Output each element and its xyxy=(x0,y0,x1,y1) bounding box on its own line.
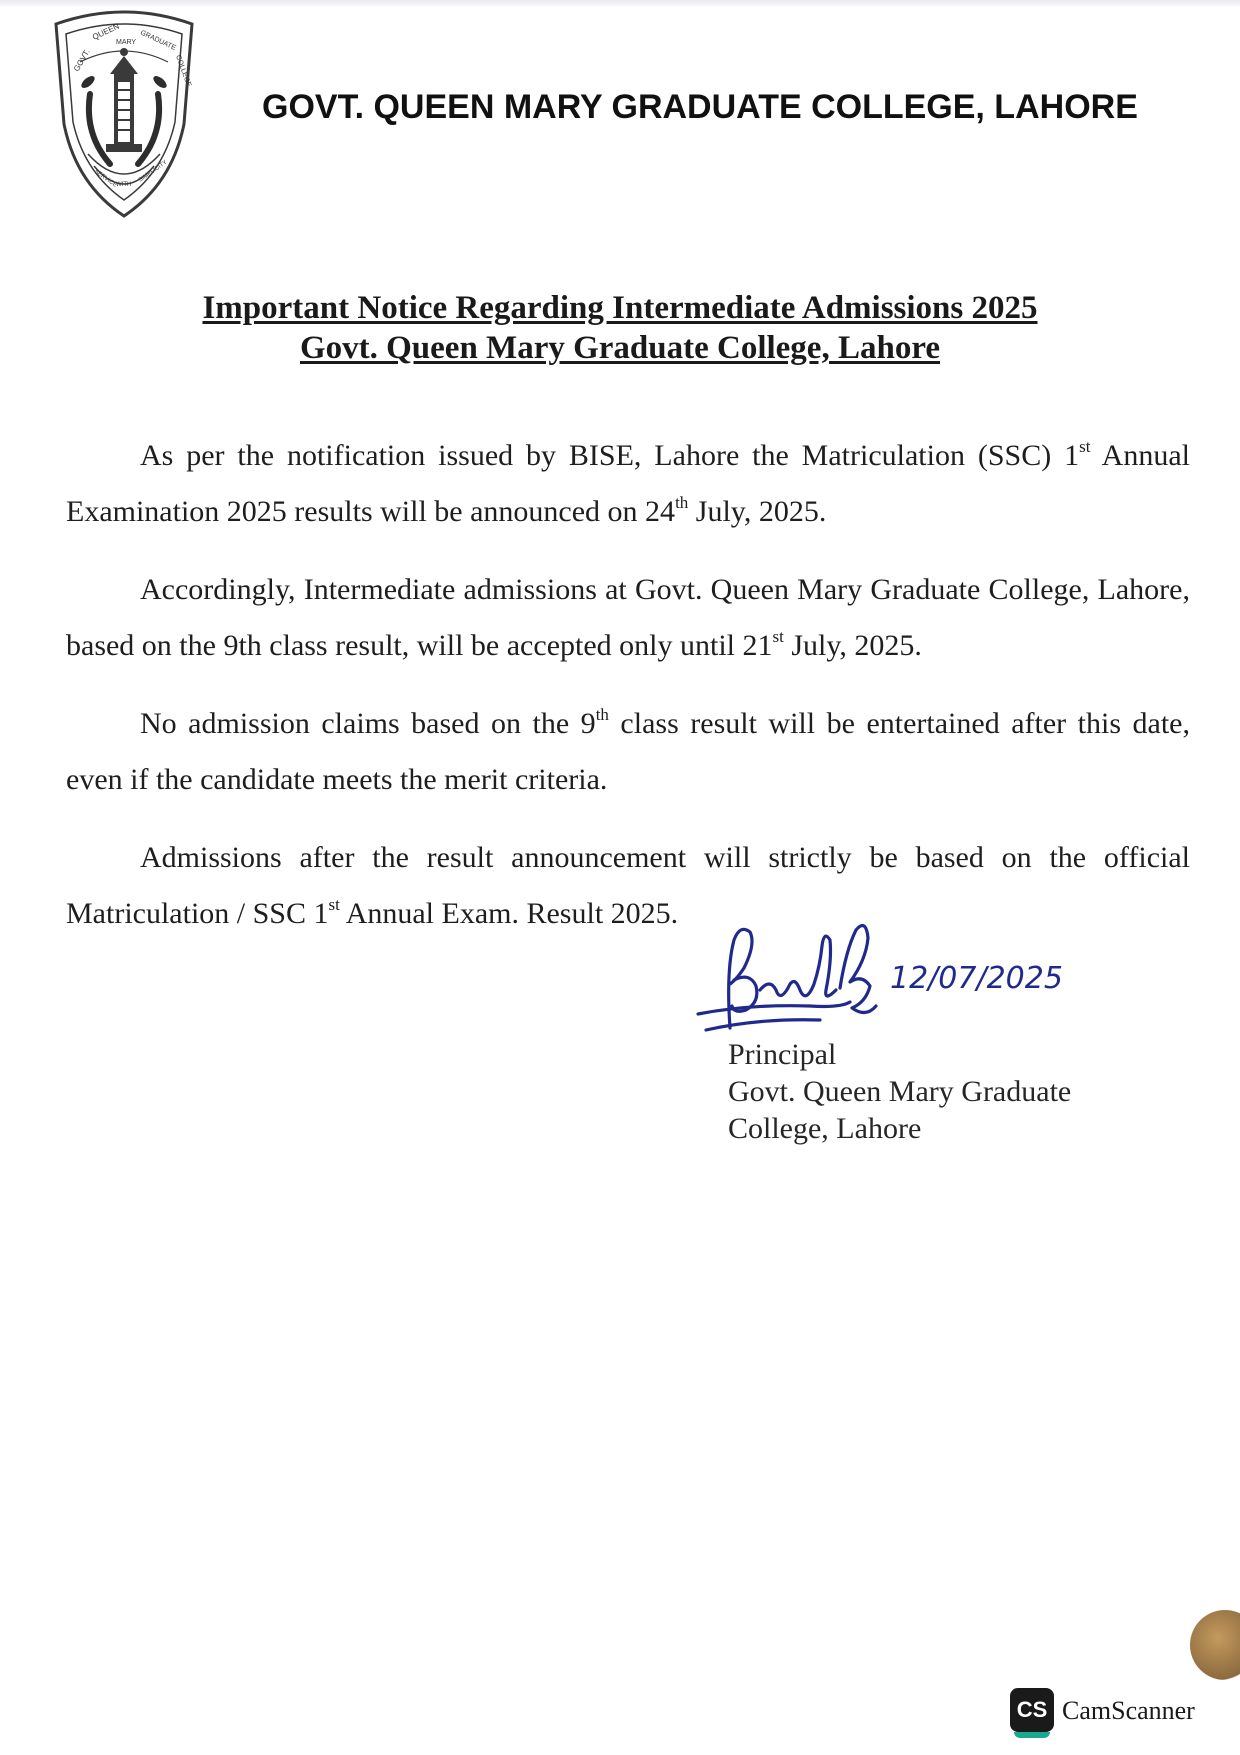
signature-date: 12/07/2025 xyxy=(890,961,1063,996)
paragraph-no-claims xyxy=(66,696,1190,808)
camscanner-label: CamScanner xyxy=(1062,1696,1195,1725)
svg-text:GRADUATE: GRADUATE xyxy=(139,29,177,53)
paragraph-text: Accordingly, Intermediate admissions at Govt. Queen Mary Graduate College, Lahore, based on the 9th class result, will be accepted only until 21 xyxy=(66,573,1190,662)
camscanner-icon: CS xyxy=(1010,1688,1054,1732)
signatory-title: Principal xyxy=(728,1038,837,1071)
camscanner-watermark xyxy=(1010,1688,1220,1740)
ordinal-suffix: st xyxy=(328,895,340,914)
paragraph-text: As per the notification issued by BISE, Lahore the Matriculation (SSC) 1 xyxy=(140,439,1080,472)
college-crest-icon xyxy=(44,4,204,224)
paragraph-text: Annual Exam. Result 2025. xyxy=(339,897,679,930)
svg-text:WITH: WITH xyxy=(116,182,132,188)
signatory-block xyxy=(728,1036,1188,1147)
notice-title-line1: Important Notice Regarding Intermediate Admissions 2025 xyxy=(202,290,1038,326)
ordinal-suffix: th xyxy=(595,705,609,724)
principal-signature xyxy=(690,910,1100,1040)
ordinal-suffix: st xyxy=(772,627,784,646)
signatory-line1: Govt. Queen Mary Graduate xyxy=(728,1075,1072,1108)
ordinal-suffix: st xyxy=(1079,437,1091,456)
notice-title-line2: Govt. Queen Mary Graduate College, Lahore xyxy=(299,330,941,366)
paragraph-text: Annual Examination 2025 results will be announced on 24 xyxy=(66,439,1190,528)
svg-text:COLLEGE: COLLEGE xyxy=(174,54,193,88)
paragraph-text: No admission claims based on the 9 xyxy=(140,707,596,740)
signatory-line2: College, Lahore xyxy=(728,1112,922,1145)
paragraph-text: July, 2025. xyxy=(783,629,922,662)
ordinal-suffix: th xyxy=(675,493,689,512)
notice-title xyxy=(60,288,1180,368)
svg-text:QUEEN: QUEEN xyxy=(91,21,121,42)
svg-text:MARY: MARY xyxy=(116,39,137,46)
page-corner-smudge xyxy=(1190,1610,1240,1680)
svg-text:SERVICE: SERVICE xyxy=(92,168,118,189)
svg-text:SIMPLICITY: SIMPLICITY xyxy=(137,159,169,184)
paragraph-admission-deadline xyxy=(66,562,1190,674)
paragraph-text: class result will be entertained after this date, even if the candidate meets the merit criteria. xyxy=(66,707,1190,796)
paragraph-text: July, 2025. xyxy=(688,495,827,528)
paragraph-result-announcement xyxy=(66,428,1190,540)
paragraph-text: Admissions after the result announcement will strictly be based on the official Matriculation / SSC 1 xyxy=(66,841,1190,930)
college-name: GOVT. QUEEN MARY GRADUATE COLLEGE, LAHORE xyxy=(262,88,1138,126)
svg-text:GOVT.: GOVT. xyxy=(71,47,92,73)
